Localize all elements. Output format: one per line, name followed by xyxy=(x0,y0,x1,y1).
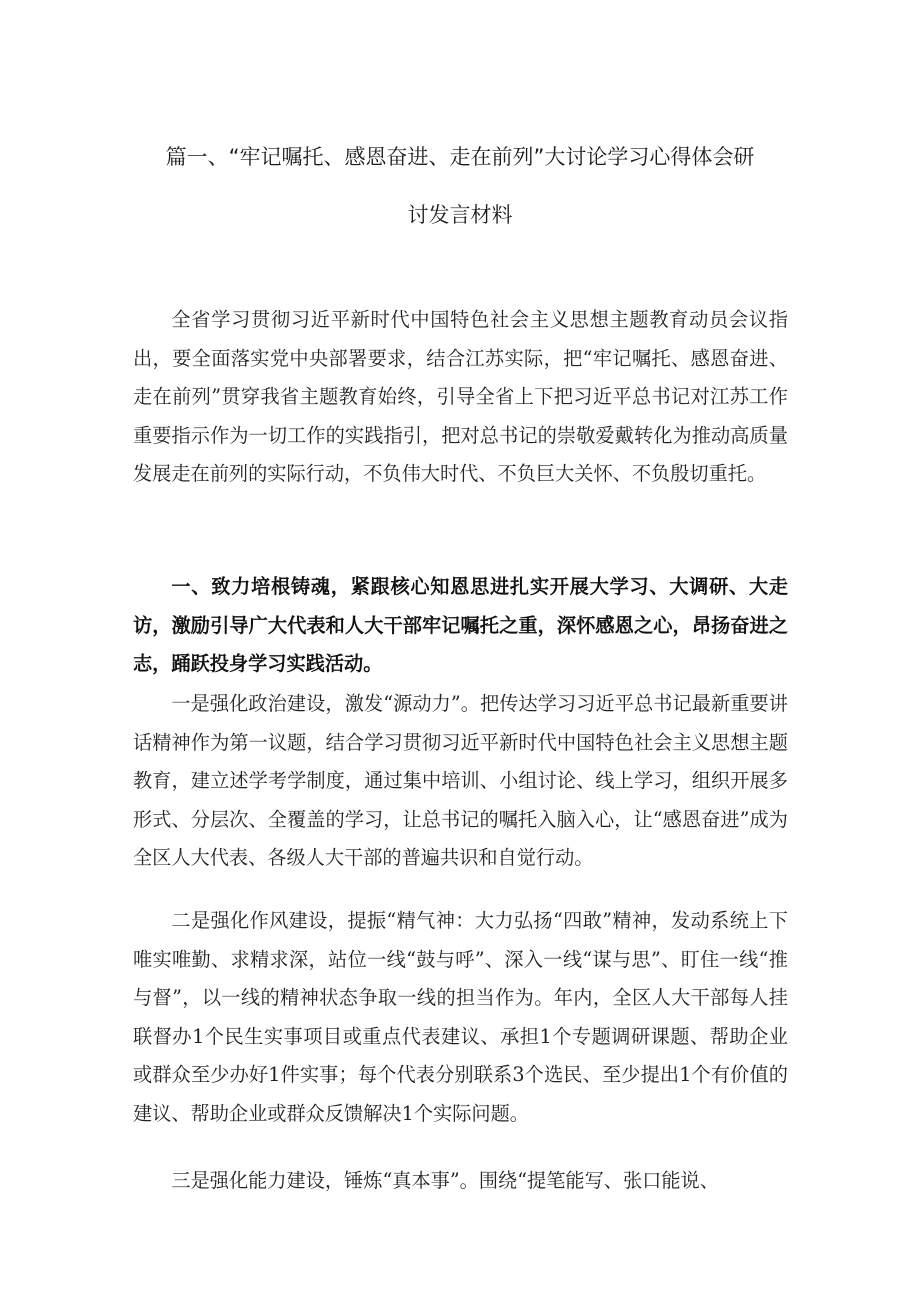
document-title-line-1: 篇一、“牢记嘱托、感恩奋进、走在前列”大讨论学习心得体会研 xyxy=(165,145,755,169)
body-paragraph-ability: 三是强化能力建设，锤炼“真本事”。围绕“提笔能写、张口能说、 xyxy=(171,1169,719,1192)
body-paragraph-intro: 全省学习贯彻习近平新时代中国特色社会主义思想主题教育动员会议指出，要全面落实党中央部署要求，结合江苏实际，把“牢记嘱托、感恩奋进、走在前列”贯穿我省主题教育始终，引导全省上下把习近平总书记对江苏工作重要指示作为一切工作的实践指引，把对总书记的崇敬爱戴转化为推动高质量发展走在前列的实际行动，不负伟大时代、不负巨大关怀、不负殷切重托。 xyxy=(133,308,788,486)
body-paragraph-political: 一是强化政治建设，激发“源动力”。把传达学习习近平总书记最新重要讲话精神作为第一议题，结合学习贯彻习近平新时代中国特色社会主义思想主题教育，建立述学考学制度，通过集中培训、小组讨论、线上学习，组织开展多形式、分层次、全覆盖的学习，让总书记的嘱托入脑入心，让“感恩奋进”成为全区人大代表、各级人大干部的普遍共识和自觉行动。 xyxy=(133,692,788,870)
section-heading-1: 一、致力培根铸魂，紧跟核心知恩思进扎实开展大学习、大调研、大走访，激励引导广大代表和人大干部牢记嘱托之重，深怀感恩之心，昂扬奋进之志，踊跃投身学习实践活动。 xyxy=(133,575,788,676)
document-title-line-2: 讨发言材料 xyxy=(407,203,513,227)
body-paragraph-style: 二是强化作风建设，提振“精气神：大力弘扬“四敢”精神，发动系统上下唯实唯勤、求精求深，站位一线“鼓与呼”、深入一线“谋与思”、盯住一线“推与督”，以一线的精神状态争取一线的担当作为。年内，全区人大干部每人挂联督办1个民生实事项目或重点代表建议、承担1个专题调研课题、帮助企业或群众至少办好1件实事；每个代表分别联系3个选民、至少提出1个有价值的建议、帮助企业或群众反馈解决1个实际问题。 xyxy=(133,909,788,1125)
